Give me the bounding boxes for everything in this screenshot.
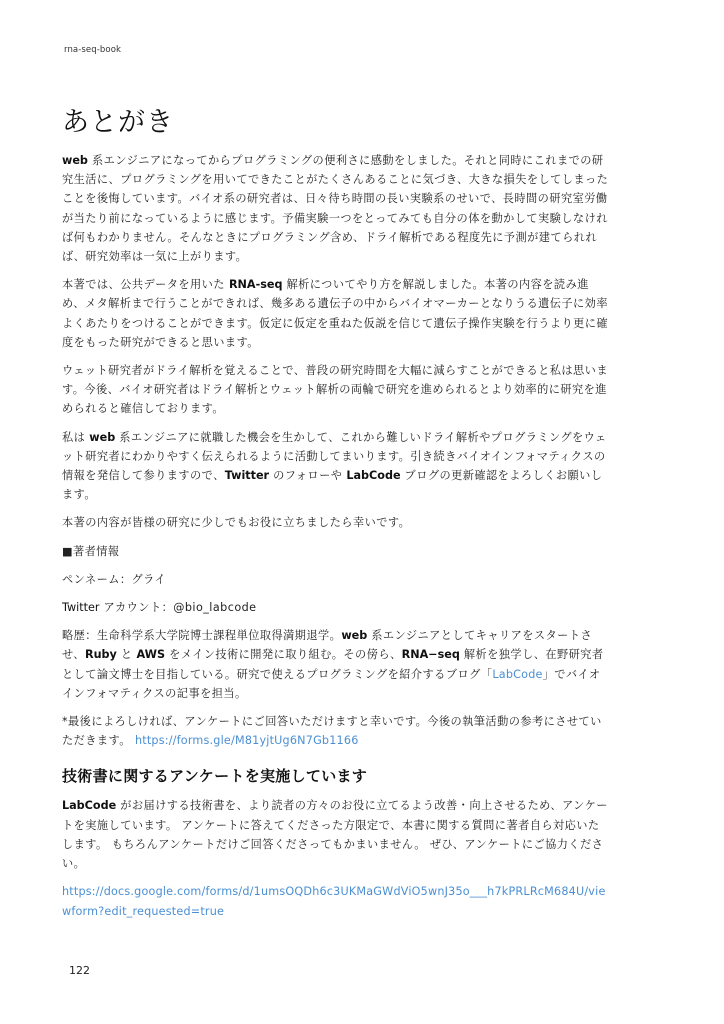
survey-section-body: LabCode がお届けする技術書を、より読者の方々のお役に立てるよう改善・向上させるため、アンケートを実施しています。 アンケートに答えてくださった方限定で、本書に関する質問に著者自ら対応いたします。 もちろんアンケートだけご回答くださってもかまいません。 ぜひ、アンケートにご協力ください。 xyxy=(62,799,608,871)
labcode-link[interactable]: LabCode xyxy=(492,667,543,681)
author-info-heading: ■著者情報 xyxy=(62,544,120,558)
survey-section-heading: 技術書に関するアンケートを実施しています xyxy=(62,767,368,786)
paragraph-2: 本著では、公共データを用いた RNA-seq 解析についてやり方を解説しました。本著の内容を読み進め、メタ解析まで行うことができれば、幾多ある遺伝子の中からバイオマーカーとなりうる遺伝子に効率よくあたりをつけることができます。仮定に仮定を重ねた仮説を信じて遺伝子操作実験を行うより更に確度をもった研究ができると思います。 xyxy=(62,278,609,349)
bold-term: LabCode xyxy=(346,469,401,483)
bold-term: web xyxy=(62,154,88,167)
paragraph-4: 私は web 系エンジニアに就職した機会を生かして、これから難しいドライ解析やプログラミングをウェット研究者にわかりやすく伝えられるように活動してまいります。引き続きバイオインフォマティクスの情報を発信して参りますので、Twitter のフォローや LabCode ブログの更新確認をよろしくお願いします。 xyxy=(62,430,607,502)
bold-term: web xyxy=(341,629,368,643)
paragraph-5: 本著の内容が皆様の研究に少しでもお役に立ちましたら幸いです。 xyxy=(62,516,411,530)
page-number: 122 xyxy=(69,964,90,977)
running-header: rna-seq-book xyxy=(64,45,122,55)
bold-term: RNA-seq xyxy=(228,278,283,292)
author-bio: 略歴：生命科学系大学院博士課程単位取得満期退学。web 系エンジニアとしてキャリアをスタートさせ、Ruby と AWS をメイン技術に開発に取り組む。その傍ら、RNA−seq 解析を独学し、在野研究者として論文博士を目指している。研究で使えるプログラミングを紹介するブログ「LabCode」でバイオインフォマティクスの記事を担当。 xyxy=(62,629,604,700)
bold-term: web xyxy=(89,430,116,444)
bold-term: Twitter xyxy=(224,469,270,483)
bold-term: Ruby xyxy=(84,648,117,662)
survey-note: *最後によろしければ、アンケートにご回答いただけますと幸いです。今後の執筆活動の参考にさせていただきます。 https://forms.gle/M81yjtUg6N7Gb1166 xyxy=(62,715,602,748)
bold-term: AWS xyxy=(136,648,166,662)
bold-term: RNA−seq xyxy=(401,648,460,662)
survey-form-url xyxy=(62,882,610,920)
twitter-account: Twitter アカウント：@bio_labcode xyxy=(62,601,257,615)
page-title: あとがき xyxy=(62,107,174,138)
bold-term: Twitter xyxy=(62,601,100,615)
pen-name: ペンネーム：グライ xyxy=(62,572,167,586)
survey-form-link[interactable]: https://docs.google.com/forms/d/1umsOQDh6c3UKMaGWdViO5wnJ35o___h7kPRLRcM684U/viewform?edit_requested=true xyxy=(62,885,606,918)
bold-term: LabCode xyxy=(62,799,117,813)
paragraph-1: web 系エンジニアになってからプログラミングの便利さに感動をしました。それと同時にこれまでの研究生活に、プログラミングを用いてできたことがたくさんあることに気づき、大きな損失をしてしまったことを後悔しています。バイオ系の研究者は、日々待ち時間の長い実験系のせいで、長時間の研究室労働が当たり前になっているように感じます。予備実験一つをとってみても自分の体を動かして実験しなければ何もわかりません。そんなときにプログラミング含め、ドライ解析である程度先に予測が建てられれば、研究効率は一気に上がります。 xyxy=(62,154,609,264)
page-content xyxy=(62,151,610,921)
paragraph-3: ウェット研究者がドライ解析を覚えることで、普段の研究時間を大幅に減らすことができると私は思います。今後、バイオ研究者はドライ解析とウェット解析の両輪で研究を進められるとより効率的に研究を進められると確信しております。 xyxy=(62,364,608,416)
survey-short-link[interactable]: https://forms.gle/M81yjtUg6N7Gb1166 xyxy=(134,734,359,748)
